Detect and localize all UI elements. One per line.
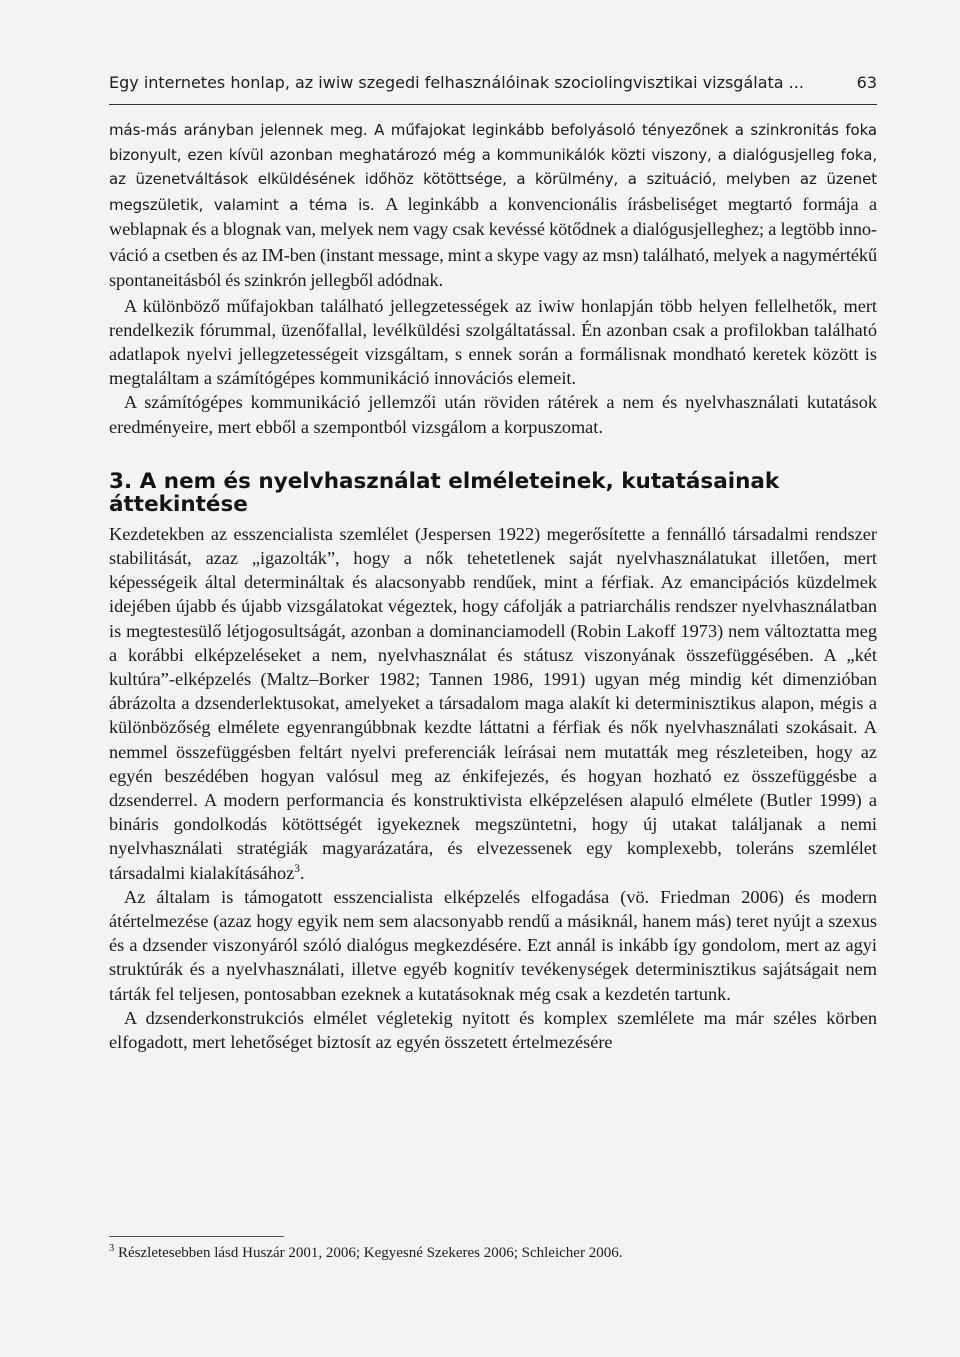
page-number: 63 [856,73,877,92]
footnote [109,1243,877,1263]
section-title: A nem és nyelvhasználat elméleteinek, kutatásainak áttekintése [109,468,780,517]
section-number: 3. [109,468,133,494]
paragraph-iwiw-features: A különböző műfajokban található jellegzetességek az iwiw honlapján több helyen fellelhetők, mert rendelkezik fórummal, üzenőfallal, levélküldési szolgáltatással. Én azonban csak a profilokban található adatlapok nyelvi jellegzetességeit vizsgáltam, s ennek során a formálisnak mondható keretek között is megtaláltam a számítógépes kommunikáció innovációs elemeit. [109,295,877,389]
section-heading [109,470,877,516]
footnote-rule [109,1236,284,1237]
paragraph-essentialism [109,522,877,885]
paragraph-text: A leginkább a konvencionális írásbeliséget megtartó formája a weblapnak és a blognak van, melyek nem vagy csak kevéssé kötődnek a dialógusjelleghez; a legtöbb innováció a csetben és az IM-ben (instant message, mint a skype vagy az msn) található, melyek a nagymértékű spontaneitásból és szinkrón jellegből adódnak. [109,193,877,290]
paragraph-text: más-más arányban jelennek meg. A műfajokat leginkább befolyásoló tényezőnek a szinkronitás foka bizonyult, ezen kívül azonban meghatározó még a kommunikálók közti viszony, a dialógusjelleg foka, az üzenetváltások elküldésének időhöz kötöttsége, a körülmény, a szituáció, melyben az üzenet megszületik, valamint a téma is. [109,121,877,214]
header-rule [109,104,877,105]
paragraph-transition: A számítógépes kommunikáció jellemzői után röviden rátérek a nem és nyelvhasználati kutatások eredményeire, mert ebből a szempontból vizsgálom a korpuszomat. [109,392,877,437]
running-head [109,68,877,98]
paragraph-author-view: Az általam is támogatott esszencialista elképzelés elfogadása (vö. Friedman 2006) és modern átértelmezése (azaz hogy egyik nem sem alacsonyabb rendű a másiknál, hanem más) teret nyújt a szexus és a dzsender viszonyáról szóló dialógus megkezdésére. Ezt annál is inkább így gondolom, mert az agyi struktúrák és a nyelvhasználati, illetve egyéb kognitív tevékenységek determinisztikus sajátságait nem tárták fel teljesen, pontosabban ezeknek a kutatásoknak még csak a kezdetén tartunk. [109,886,877,1004]
paragraph-genre-factors [109,118,877,294]
footnote-text: Részletesebben lásd Huszár 2001, 2006; Kegyesné Szekeres 2006; Schleicher 2006. [114,1245,623,1261]
paragraph-text: . [299,862,305,883]
paragraph-text: Kezdetekben az esszencialista szemlélet (Jespersen 1922) megerősítette a fennálló társadalmi rendszer stabilitását, azaz „igazolták”, hogy a nők tehetetlenek saját nyelvhasználatukat illetően, mert képességeik által determináltak és alacsonyabb rendűek, mint a férfiak. Az emancipációs küzdelmek idejében újabb és újabb vizsgálatokat végeztek, hogy cáfolják a patriarchális rendszer nyelvhasználatban is megtestesülő létjogosultságát, azonban a dominanciamodell (Robin Lakoff 1973) nem változtatta meg a korábbi elképzeléseket a nem, nyelvhasználat és státusz viszonyának összefüggésében. A „két kultúra”-elképzelés (Maltz–Borker 1982; Tannen 1986, 1991) ugyan még mindig két dimenzióban ábrázolta a dzsenderlektusokat, amelyeket a társadalom maga alakít ki determinisztikus alapon, mégis a különbözőség elmélete egyenrangúbbnak kezdte láttatni a férfiak és nők nyelvhasználati szokásait. A nemmel összefüggésben feltárt nyelvi preferenciák leírásai nem mutatták meg részleteiben, hogy az egyén beszédében hogyan valósul meg az énkifejezés, és hogyan hozható ez összefüggésbe a dzsenderrel. A modern performancia és konstruktivista elképzelésen alapuló elmélete (Butler 1999) a bináris gondolkodás kötöttségét igyekeznek megszüntetni, hogy új utakat találjanak a nemi nyelvhasználati stratégiák magyarázatára, és elvezessenek egy komplexebb, toleráns szemlélet társadalmi kialakításához [109,523,877,883]
paragraph-gender-construction: A dzsenderkonstrukciós elmélet végletekig nyitott és komplex szemlélete ma már széles körben elfogadott, mert lehetőséget biztosít az egyén összetett értelmezésére [109,1007,877,1052]
footnote-reference: 3 [294,862,300,875]
running-head-title: Egy internetes honlap, az iwiw szegedi felhasználóinak szociolingvisztikai vizsgálata ... [109,73,804,92]
main-text [109,118,877,1054]
footnote-number: 3 [109,1243,115,1254]
